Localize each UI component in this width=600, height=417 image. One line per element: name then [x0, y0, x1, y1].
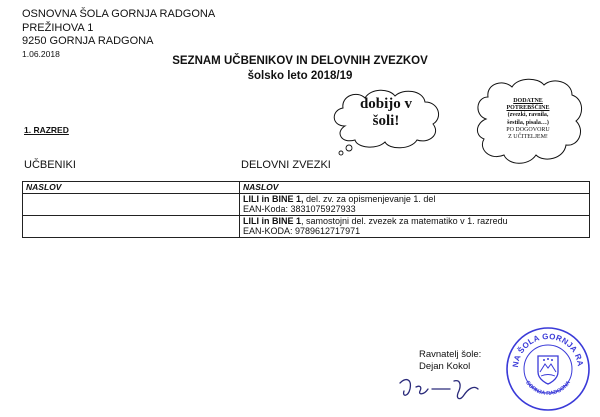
table-cell-workbook — [240, 193, 590, 215]
title-line-1: SEZNAM UČBENIKOV IN DELOVNIH ZVEZKOV — [172, 55, 428, 67]
table-cell-textbook — [23, 193, 240, 215]
cloud-provided-line-2: šoli! — [372, 113, 400, 129]
principal-name: Dejan Kokol — [419, 361, 471, 372]
workbook-ean: EAN-KODA: 9789612717971 — [243, 226, 361, 236]
school-city: 9250 GORNJA RADGONA — [22, 35, 154, 47]
grade-label: 1. RAZRED — [24, 125, 69, 135]
school-header — [22, 8, 215, 60]
cloud-supplies-line-6: Z UČITELJEM! — [508, 134, 548, 141]
school-name: OSNOVNA ŠOLA GORNJA RADGONA — [22, 8, 216, 20]
table-header-right: NASLOV — [240, 182, 590, 194]
table-row — [23, 193, 590, 215]
cloud-supplies-line-3: (zvezki, ravnila, — [507, 112, 549, 119]
table-cell-textbook — [23, 215, 240, 237]
book-list-table — [22, 181, 590, 238]
principal-role: Ravnatelj šole: — [419, 349, 482, 360]
cloud-provided-text — [327, 96, 445, 130]
column-delovni-zvezki: DELOVNI ZVEZKI — [241, 159, 331, 171]
school-street: PREŽIHOVA 1 — [22, 21, 94, 34]
cloud-additional-supplies — [472, 75, 586, 176]
cloud-supplies-line-1: DODATNE — [513, 98, 543, 104]
cloud-supplies-line-5: PO DOGOVORU — [506, 126, 550, 133]
table-header-left: NASLOV — [23, 182, 240, 194]
cloud-supplies-line-2: POTREBŠČINE — [506, 105, 550, 112]
stamp-text: NA ŠOLA GORNJA RA — [510, 331, 585, 368]
workbook-subtitle: , samostojni del. zvezek za matematiko v 1. razredu — [301, 215, 508, 226]
workbook-subtitle: del. zv. za opismenjevanje 1. del — [303, 193, 436, 204]
stamp-bottom-text: GORNJA RADGONA — [523, 379, 573, 397]
workbook-ean: EAN-Koda: 3831075927933 — [243, 204, 356, 214]
table-row — [23, 215, 590, 237]
svg-text:GORNJA RADGONA — [524, 380, 572, 397]
workbook-title: LILI in BINE 1 — [243, 215, 302, 226]
school-stamp — [505, 326, 591, 417]
signature-icon — [398, 375, 488, 405]
title-line-2: šolsko leto 2018/19 — [247, 70, 353, 82]
table-cell-workbook — [240, 215, 590, 237]
column-ucbeniki: UČBENIKI — [24, 159, 76, 171]
principal-signature — [398, 375, 488, 410]
principal-block — [419, 349, 481, 373]
cloud-supplies-text — [472, 98, 584, 141]
cloud-supplies-line-4: šestila, pisala…) — [507, 119, 549, 126]
cloud-provided-line-1: dobijo v — [359, 96, 413, 112]
school-seal-icon — [505, 326, 591, 412]
document-date: 1.06.2018 — [22, 48, 60, 59]
cloud-provided-at-school — [327, 86, 449, 161]
workbook-title: LILI in BINE 1, — [243, 193, 304, 204]
svg-text:OSNOVNA ŠOLA GORNJA RADGONA — [505, 326, 585, 368]
table-header-row — [23, 182, 590, 194]
